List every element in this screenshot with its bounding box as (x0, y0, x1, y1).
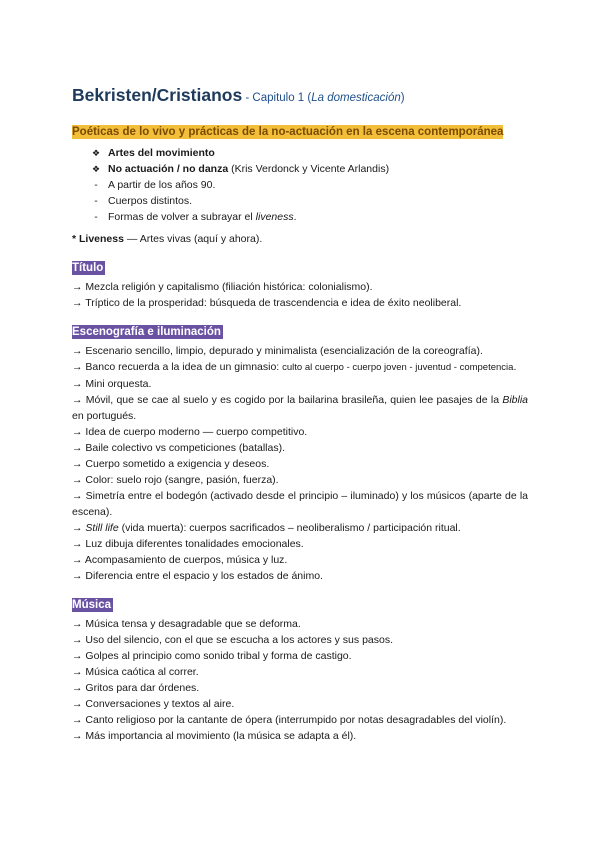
text-line: → Diferencia entre el espacio y los estados de ánimo. (72, 570, 323, 582)
section-heading-escenografia: Escenografía e iluminación (72, 326, 221, 338)
text-line: → Luz dibuja diferentes tonalidades emocionales. (72, 538, 304, 550)
text-line: → Mini orquesta. (72, 378, 152, 390)
text-line: → Gritos para dar órdenes. (72, 682, 200, 694)
dash-bullet: - (94, 195, 98, 207)
list-item: ❖ Artes del movimiento (91, 147, 215, 159)
document-content (72, 84, 528, 744)
text-line: → Banco recuerda a la idea de un gimnasio: culto al cuerpo - cuerpo joven - juventud - competencia. (72, 361, 517, 373)
text-line: → Uso del silencio, con el que se escucha a los actores y sus pasos. (72, 634, 393, 646)
chapter-name: La domesticación (311, 92, 401, 104)
text-line: → Tríptico de la prosperidad: búsqueda de trascendencia e idea de éxito neoliberal. (72, 297, 462, 309)
text-line: → Más importancia al movimiento (la música se adapta a él). (72, 730, 357, 742)
title-subtitle: - Capitulo 1 (La domesticación) (242, 92, 405, 104)
liveness-note: * Liveness — Artes vivas (aquí y ahora). (72, 233, 263, 245)
text-line: → Still life (vida muerta): cuerpos sacrificados – neoliberalismo / participación ritual. (72, 522, 461, 534)
text-line: → Mezcla religión y capitalismo (filiación histórica: colonialismo). (72, 281, 373, 293)
text-line: → Móvil, que se cae al suelo y es cogido por la bailarina brasileña, quien lee pasajes de la Biblia en portugués. (72, 394, 528, 422)
text-line: → Escenario sencillo, limpio, depurado y minimalista (esencialización de la coreografía). (72, 345, 483, 357)
text-line: → Música caótica al correr. (72, 666, 199, 678)
section-heading-musica: Música (72, 599, 111, 611)
text-line: → Baile colectivo vs competiciones (batallas). (72, 442, 286, 454)
title-main: Bekristen/Cristianos (72, 85, 243, 105)
text-line: → Canto religioso por la cantante de ópera (interrumpido por notas desagradables del violín). (72, 714, 507, 726)
diamond-bullet-icon: ❖ (91, 148, 101, 158)
text-line: → Color: suelo rojo (sangre, pasión, fuerza). (72, 474, 279, 486)
list-item: - Formas de volver a subrayar el liveness. (90, 209, 528, 225)
document-title (72, 84, 528, 109)
list-item: ❖ No actuación / no danza (Kris Verdonck y Vicente Arlandis) (91, 163, 390, 175)
text-line: → Idea de cuerpo moderno — cuerpo competitivo. (72, 426, 308, 438)
text-line: → Cuerpo sometido a exigencia y deseos. (72, 458, 270, 470)
text-line: → Música tensa y desagradable que se deforma. (72, 618, 301, 630)
list-item: - Cuerpos distintos. (90, 193, 528, 209)
diamond-bullet-icon: ❖ (91, 164, 101, 174)
intro-highlight-heading: Poéticas de lo vivo y prácticas de la no-actuación en la escena contemporánea (72, 126, 504, 138)
text-line: → Conversaciones y textos al aire. (72, 698, 235, 710)
intro-bullet-list (72, 145, 528, 225)
dash-bullet: - (94, 211, 98, 223)
list-item: - A partir de los años 90. (90, 177, 528, 193)
dash-bullet: - (94, 179, 98, 191)
text-line: → Acompasamiento de cuerpos, música y luz. (72, 554, 288, 566)
text-line: → Golpes al principio como sonido tribal y forma de castigo. (72, 650, 352, 662)
section-heading-titulo: Título (72, 262, 104, 274)
text-line: → Simetría entre el bodegón (activado desde el principio – iluminado) y los músicos (aparte de la escena). (72, 490, 528, 518)
